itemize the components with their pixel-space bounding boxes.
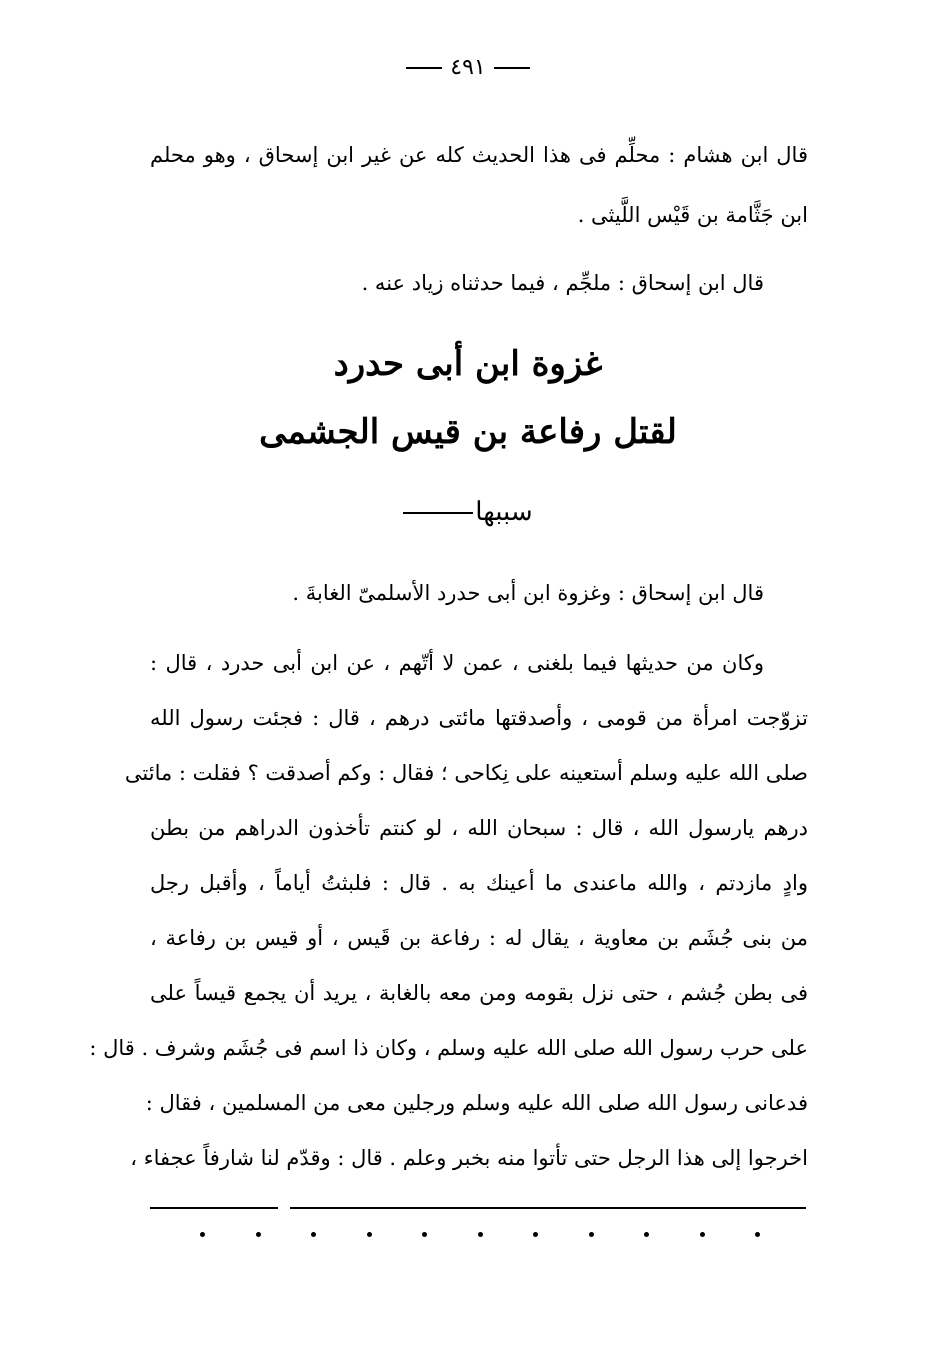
footer-rule-left	[150, 1207, 278, 1209]
chapter-heading-line-2: لقتل رفاعة بن قيس الجشمى	[259, 412, 677, 452]
body-line-7: فى بطن جُشم ، حتى نزل بقومه ومن معه بالغابة ، يريد أن يجمع قيساً على	[150, 981, 808, 1005]
intro-line-1: قال ابن هشام : محلِّم فى هذا الحديث كله عن غير ابن إسحاق ، وهو محلم	[150, 143, 808, 167]
footer-dot	[422, 1232, 427, 1237]
footer-dot	[644, 1232, 649, 1237]
footer-dot	[200, 1232, 205, 1237]
note-line: قال ابن إسحاق : ملجِّم ، فيما حدثناه زياد عنه .	[361, 271, 764, 295]
footer-dot	[589, 1232, 594, 1237]
page-number-dash-right	[494, 67, 530, 69]
footer-dots	[200, 1232, 760, 1237]
body-line-2: تزوّجت امرأة من قومى ، وأصدقتها مائتى درهم ، قال : فجئت رسول الله	[150, 706, 808, 730]
section-intro: قال ابن إسحاق : وغزوة ابن أبى حدرد الأسلمىّ الغابةَ .	[292, 581, 764, 605]
body-line-4: درهم يارسول الله ، قال : سبحان الله ، لو كنتم تأخذون الدراهم من بطن	[150, 816, 808, 840]
body-line-5: وادٍ مازدتم ، والله ماعندى ما أعينك به . قال : فلبثتُ أياماً ، وأقبل رجل	[150, 871, 808, 895]
body-line-9: فدعانى رسول الله صلى الله عليه وسلم ورجلين معى من المسلمين ، فقال :	[145, 1091, 808, 1115]
footer-dot	[755, 1232, 760, 1237]
footer-dot	[367, 1232, 372, 1237]
body-line-8: على حرب رسول الله صلى الله عليه وسلم ، وكان ذا اسم فى جُشَم وشرف . قال :	[89, 1036, 808, 1060]
body-line-1: وكان من حديثها فيما بلغنى ، عمن لا أتّهم ، عن ابن أبى حدرد ، قال :	[150, 651, 764, 675]
footer-dot	[700, 1232, 705, 1237]
body-line-6: من بنى جُشَم بن معاوية ، يقال له : رفاعة بن قَيس ، أو قيس بن رفاعة ،	[150, 926, 808, 950]
section-subheading	[0, 494, 936, 530]
footer-dot	[311, 1232, 316, 1237]
footer-dot	[256, 1232, 261, 1237]
subheading-text: سببها	[475, 497, 533, 527]
chapter-heading-line-1: غزوة ابن أبى حدرد	[333, 344, 603, 384]
page-number: ٤٩١	[0, 55, 936, 80]
subheading-kashida	[403, 512, 473, 514]
page-number-dash-left	[406, 67, 442, 69]
footer-dot	[533, 1232, 538, 1237]
body-line-10: اخرجوا إلى هذا الرجل حتى تأتوا منه بخبر وعلم . قال : وقدّم لنا شارفاً عجفاء ،	[130, 1146, 808, 1170]
footer-dot	[478, 1232, 483, 1237]
intro-line-2: ابن جَثَّامة بن قَيْس اللَّيثى .	[577, 203, 808, 227]
footer-rule-right	[290, 1207, 806, 1209]
body-line-3: صلى الله عليه وسلم أستعينه على نِكاحى ؛ فقال : وكم أصدقت ؟ فقلت : مائتى	[124, 761, 808, 785]
